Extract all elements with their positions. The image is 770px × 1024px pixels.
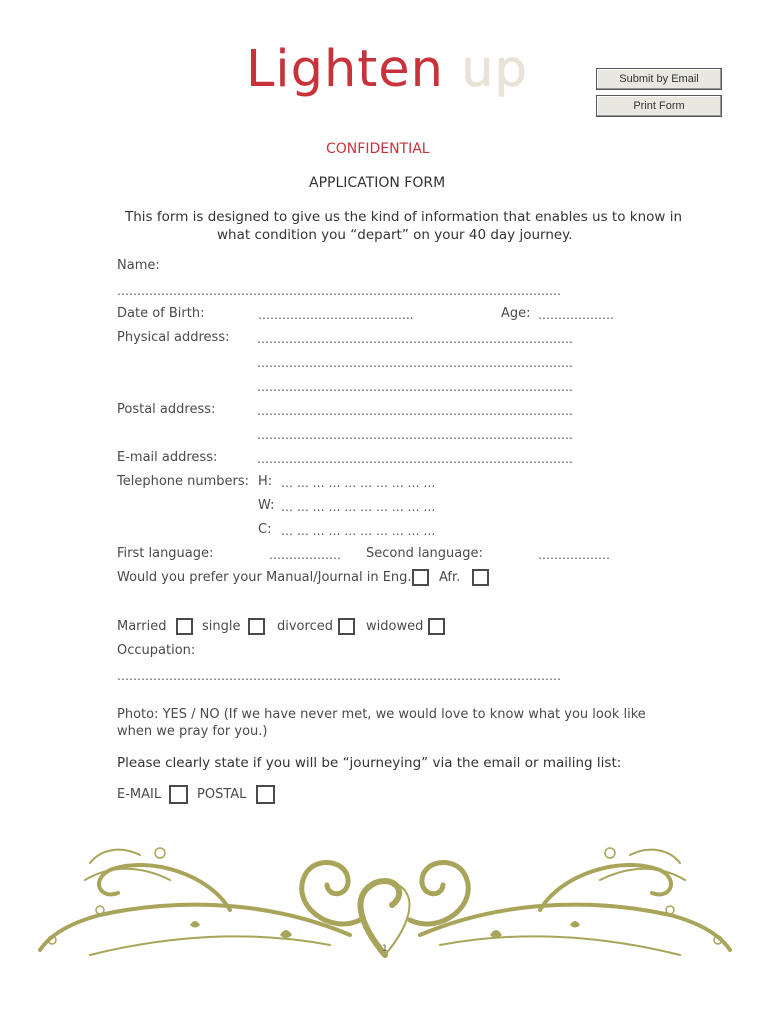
dob-label: Date of Birth: bbox=[117, 306, 205, 321]
name-label: Name: bbox=[117, 258, 160, 273]
first-language-label: First language: bbox=[117, 546, 214, 561]
second-language-label: Second language: bbox=[366, 546, 483, 561]
intro-line-2: what condition you “depart” on your 40 day journey. bbox=[217, 227, 573, 243]
physical-address-line-2[interactable]: ……………………………………………………………………. bbox=[257, 356, 573, 370]
page-number: 1 bbox=[382, 944, 388, 954]
postal-option-label: POSTAL bbox=[197, 787, 247, 802]
telephone-cell-label: C: bbox=[258, 522, 272, 537]
intro-line-1: This form is designed to give us the kind of information that enables us to know in bbox=[125, 209, 683, 225]
single-checkbox[interactable] bbox=[248, 618, 265, 635]
telephone-work-field[interactable]: … … … … … … … … … … bbox=[281, 500, 436, 514]
logo-text-up: up bbox=[461, 40, 528, 99]
telephone-home-field[interactable]: … … … … … … … … … … bbox=[281, 476, 436, 490]
married-label: Married bbox=[117, 619, 167, 634]
floral-ornament bbox=[30, 835, 740, 975]
occupation-field[interactable]: ………………………………………………………………………………………………… bbox=[117, 669, 561, 683]
afrikaans-label: Afr. bbox=[439, 570, 461, 585]
telephone-home-label: H: bbox=[258, 474, 273, 489]
physical-address-line-1[interactable]: ……………………………………………………………………. bbox=[257, 332, 573, 346]
email-address-label: E-mail address: bbox=[117, 450, 218, 465]
first-language-field[interactable]: ……………… bbox=[269, 548, 341, 562]
print-form-button[interactable]: Print Form bbox=[596, 95, 722, 117]
email-address-field[interactable]: ……………………………………………………………………. bbox=[257, 452, 573, 466]
divorced-checkbox[interactable] bbox=[338, 618, 355, 635]
logo bbox=[246, 40, 528, 99]
manual-preference-label: Would you prefer your Manual/Journal in Eng. bbox=[117, 570, 412, 585]
submit-by-email-button[interactable]: Submit by Email bbox=[596, 68, 722, 90]
name-field[interactable]: ………………………………………………………………………………………………… bbox=[117, 284, 561, 298]
postal-address-label: Postal address: bbox=[117, 402, 216, 417]
widowed-checkbox[interactable] bbox=[428, 618, 445, 635]
telephone-cell-field[interactable]: … … … … … … … … … … bbox=[281, 524, 436, 538]
photo-note-line-2: when we pray for you.) bbox=[117, 724, 268, 739]
widowed-label: widowed bbox=[366, 619, 424, 634]
afrikaans-checkbox[interactable] bbox=[472, 569, 489, 586]
confidential-heading: CONFIDENTIAL bbox=[326, 141, 430, 157]
photo-note-line-1: Photo: YES / NO (If we have never met, we would love to know what you look like bbox=[117, 707, 646, 722]
email-option-checkbox[interactable] bbox=[169, 785, 188, 804]
physical-address-line-3[interactable]: ……………………………………………………………………. bbox=[257, 380, 573, 394]
form-title: APPLICATION FORM bbox=[309, 175, 446, 191]
email-option-label: E-MAIL bbox=[117, 787, 162, 802]
telephone-work-label: W: bbox=[258, 498, 275, 513]
telephone-label: Telephone numbers: bbox=[117, 474, 250, 489]
physical-address-label: Physical address: bbox=[117, 330, 230, 345]
journeying-question: Please clearly state if you will be “journeying” via the email or mailing list: bbox=[117, 755, 622, 771]
logo-text-lighten: Lighten bbox=[246, 40, 444, 99]
married-checkbox[interactable] bbox=[176, 618, 193, 635]
postal-option-checkbox[interactable] bbox=[256, 785, 275, 804]
occupation-label: Occupation: bbox=[117, 643, 196, 658]
postal-address-line-1[interactable]: ……………………………………………………………………. bbox=[257, 404, 573, 418]
dob-field[interactable]: ………………………………... bbox=[258, 308, 414, 322]
postal-address-line-2[interactable]: ……………………………………………………………………. bbox=[257, 428, 573, 442]
english-checkbox[interactable] bbox=[412, 569, 429, 586]
divorced-label: divorced bbox=[277, 619, 333, 634]
age-field[interactable]: ………………. bbox=[538, 308, 614, 322]
single-label: single bbox=[202, 619, 241, 634]
age-label: Age: bbox=[501, 306, 531, 321]
second-language-field[interactable]: ……………… bbox=[538, 548, 610, 562]
